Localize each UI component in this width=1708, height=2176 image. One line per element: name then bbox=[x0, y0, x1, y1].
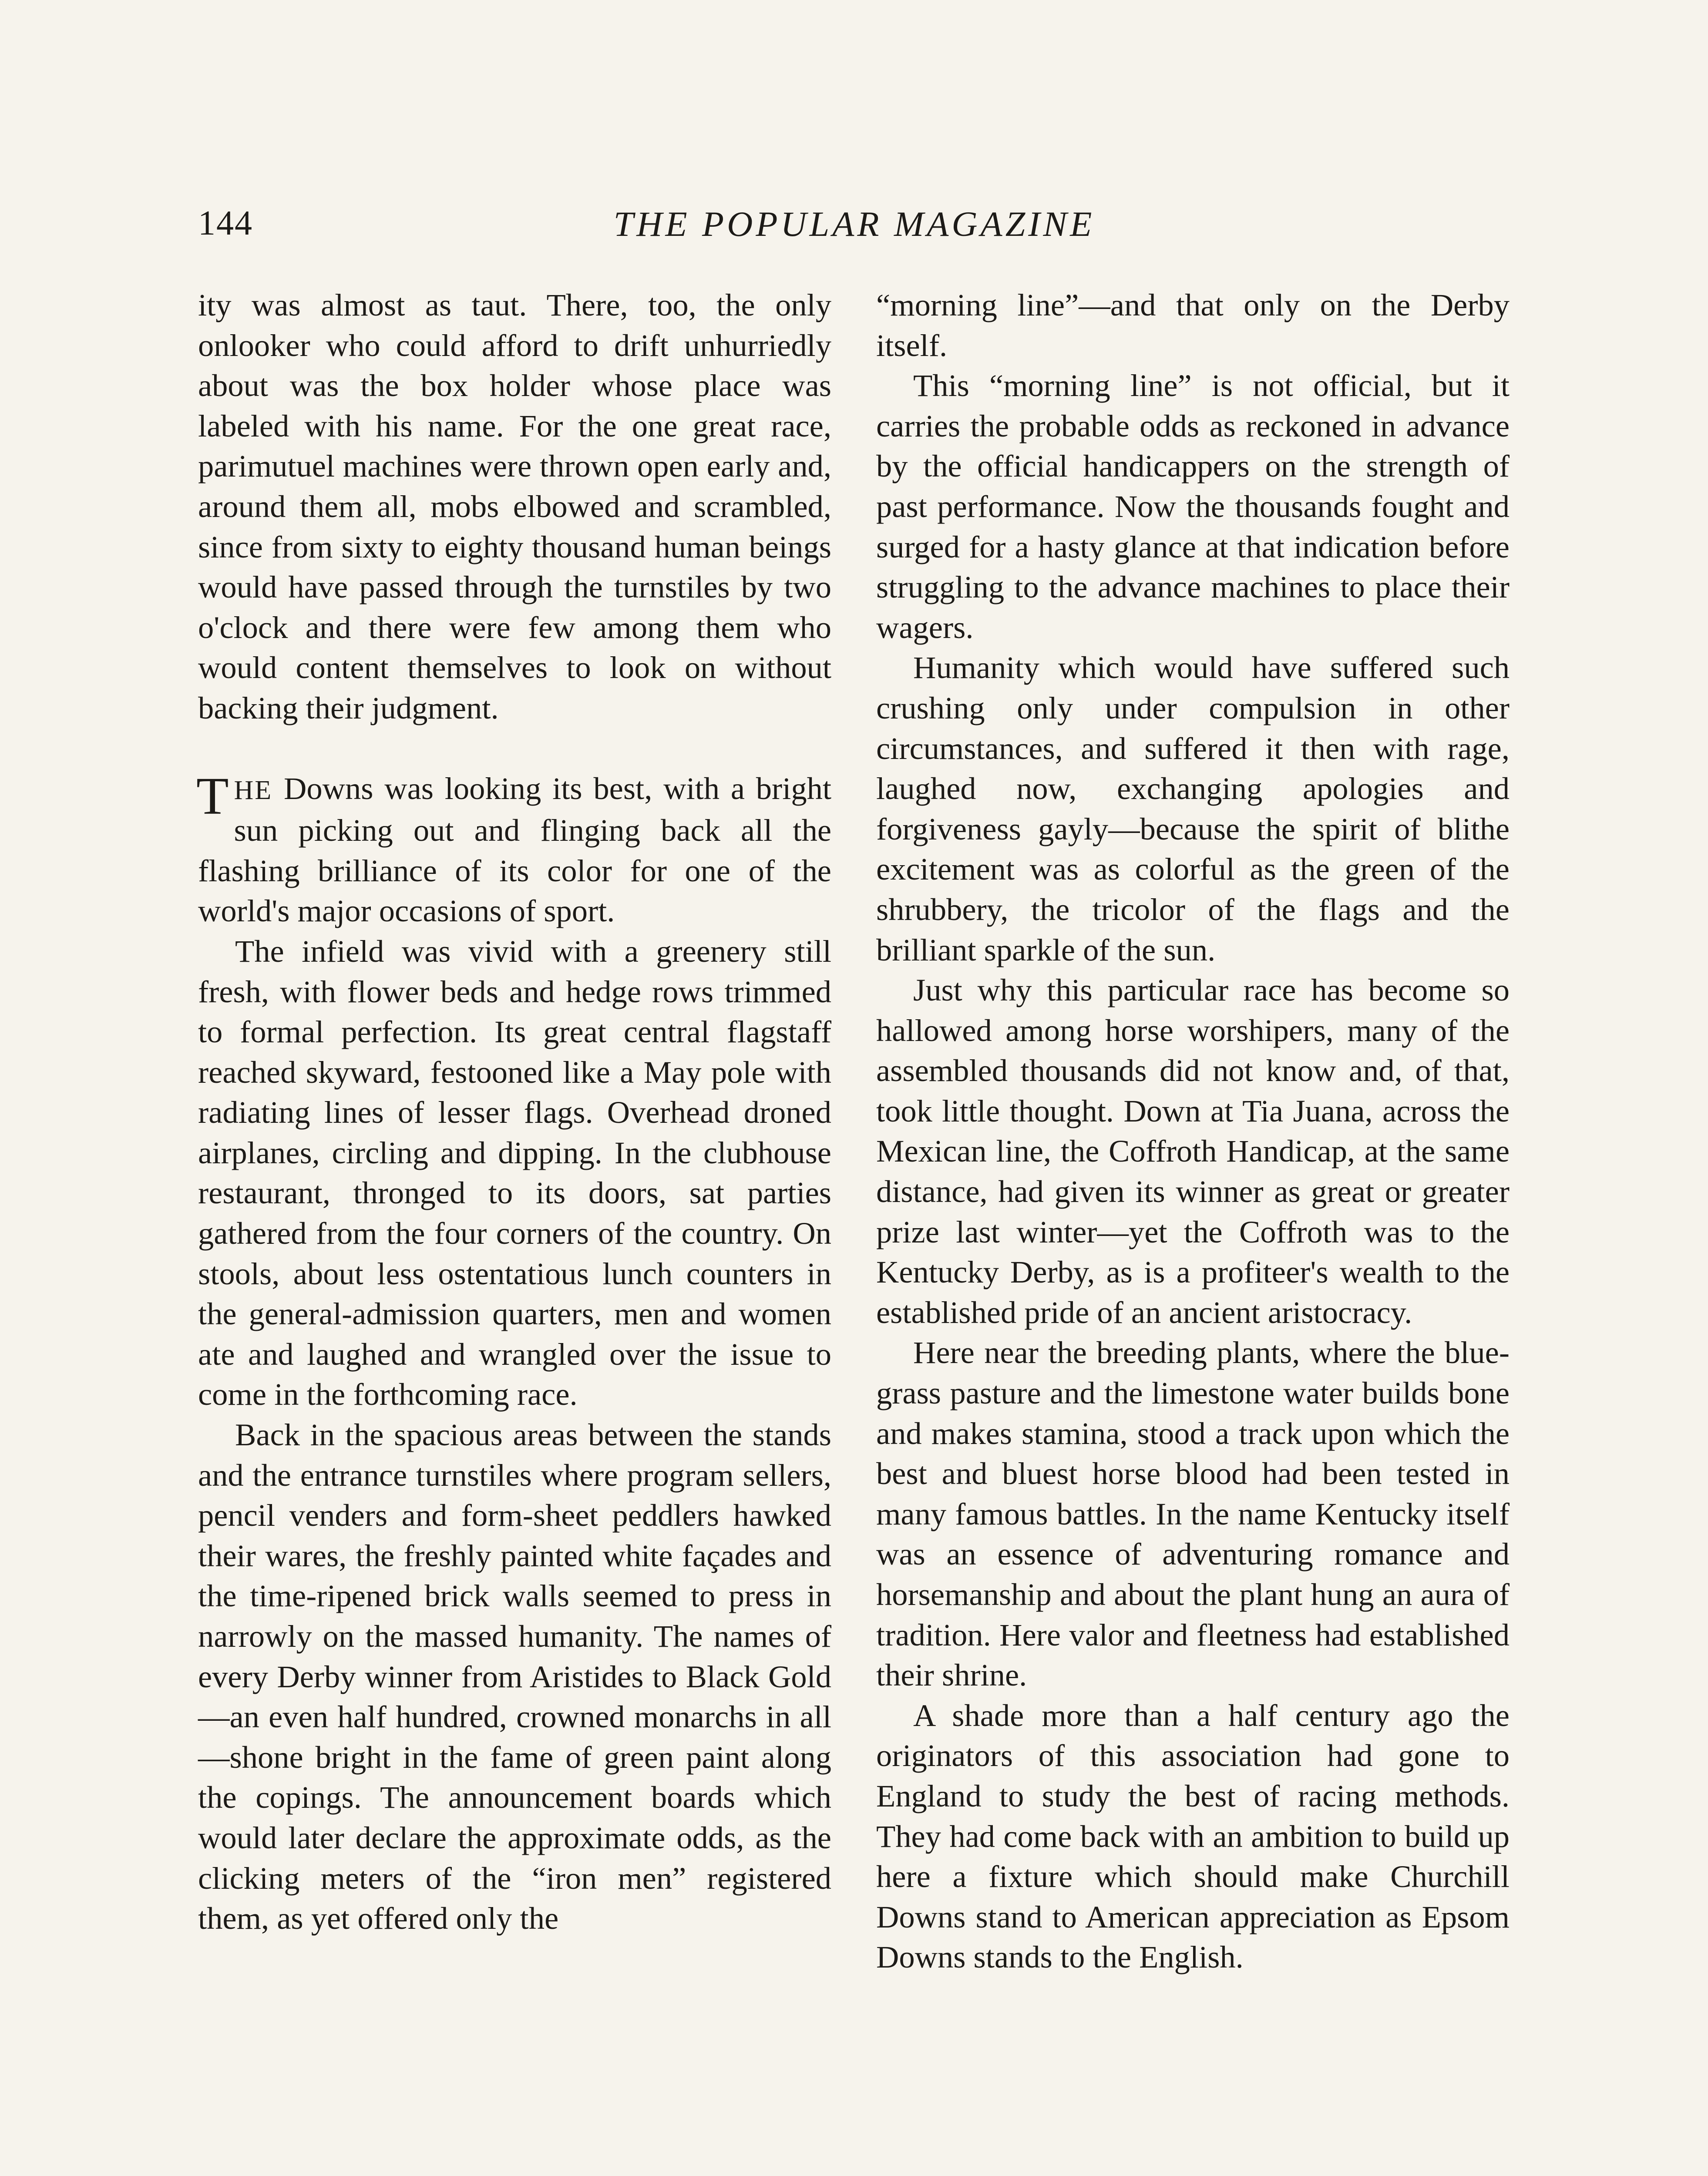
magazine-title: THE POPULAR MAGAZINE bbox=[613, 204, 1095, 244]
paragraph: Back in the spacious areas between the stands and the entrance turnstiles where program sellers, pencil venders and form-sheet peddlers hawked their wares, the freshly painted white façades and the time-ripened brick walls seemed to press in narrowly on the massed humanity. The names of every Derby winner from Aristides to Black Gold —an even half hundred, crowned monarchs in all—shone bright in the fame of green paint along the copings. The announcement boards which would later declare the approximate odds, as the clicking meters of the “iron men” registered them, as yet offered only the bbox=[198, 1417, 831, 1936]
section-opening-paragraph bbox=[196, 766, 831, 931]
paragraph: Just why this particular race has become so hallowed among horse worshipers, many of the assembled thousands did not know and, of that, took little thought. Down at Tia Juana, across the Mexican line, the Coffroth Handicap, at the same distance, had given its winner as great or greater prize last winter—yet the Coffroth was to the Kentucky Derby, as is a profiteer's wealth to the established pride of an ancient aristocracy. bbox=[876, 972, 1510, 1330]
paragraph: Humanity which would have suffered such crushing only under compulsion in other circumstances, and suffered it then with rage, laughed now, exchanging apologies and forgiveness gayly—because the spirit of blithe excitement was as colorful as the green of the shrubbery, the tricolor of the flags and the brilliant sparkle of the sun. bbox=[876, 650, 1510, 967]
paragraph: ity was almost as taut. There, too, the only onlooker who could afford to drift unhurriedly about was the box holder whose place was labeled with his name. For the one great race, parimutuel machines were thrown open early and, around them all, mobs elbowed and scrambled, since from sixty to eighty thousand human beings would have passed through the turnstiles by two o'clock and there were few among them who would content themselves to look on without backing their judgment. bbox=[198, 287, 831, 725]
drop-cap: T bbox=[196, 766, 228, 826]
running-head bbox=[198, 204, 1510, 256]
right-column bbox=[876, 285, 1510, 1978]
paragraph: “morning line”—and that only on the Derby itself. bbox=[876, 287, 1510, 363]
paragraph: Here near the breeding plants, where the blue-grass pasture and the limestone water builds bone and makes stamina, stood a track upon which the best and bluest horse blood had been tested in many famous battles. In the name Kentucky itself was an essence of adventuring romance and horsemanship and about the plant hung an aura of tradition. Here valor and fleetness had established their shrine. bbox=[876, 1335, 1510, 1693]
section-opening-text: Downs was looking its best, with a bright sun picking out and flinging back all the flashing brilliance of its color for one of the world's major occasions of sport. bbox=[198, 770, 831, 929]
left-column bbox=[198, 285, 831, 1939]
small-caps-lead: HE bbox=[234, 775, 273, 805]
paragraph: The infield was vivid with a greenery still fresh, with flower beds and hedge rows trimmed to formal perfection. Its great central flagstaff reached skyward, festooned like a May pole with radiating lines of lesser flags. Overhead droned airplanes, circling and dipping. In the clubhouse restaurant, thronged to its doors, sat parties gathered from the four corners of the country. On stools, about less ostentatious lunch counters in the general-admission quarters, men and women ate and laughed and wrangled over the issue to come in the forthcoming race. bbox=[198, 933, 831, 1412]
paragraph: This “morning line” is not official, but it carries the probable odds as reckoned in advance by the official handicappers on the strength of past performance. Now the thousands fought and surged for a hasty glance at that indication before struggling to the advance machines to place their wagers. bbox=[876, 368, 1510, 645]
paragraph: A shade more than a half century ago the originators of this association had gone to England to study the best of racing methods. They had come back with an ambition to build up here a fixture which should make Churchill Downs stand to American appreciation as Epsom Downs stands to the English. bbox=[876, 1697, 1510, 1975]
page-number: 144 bbox=[198, 204, 253, 242]
